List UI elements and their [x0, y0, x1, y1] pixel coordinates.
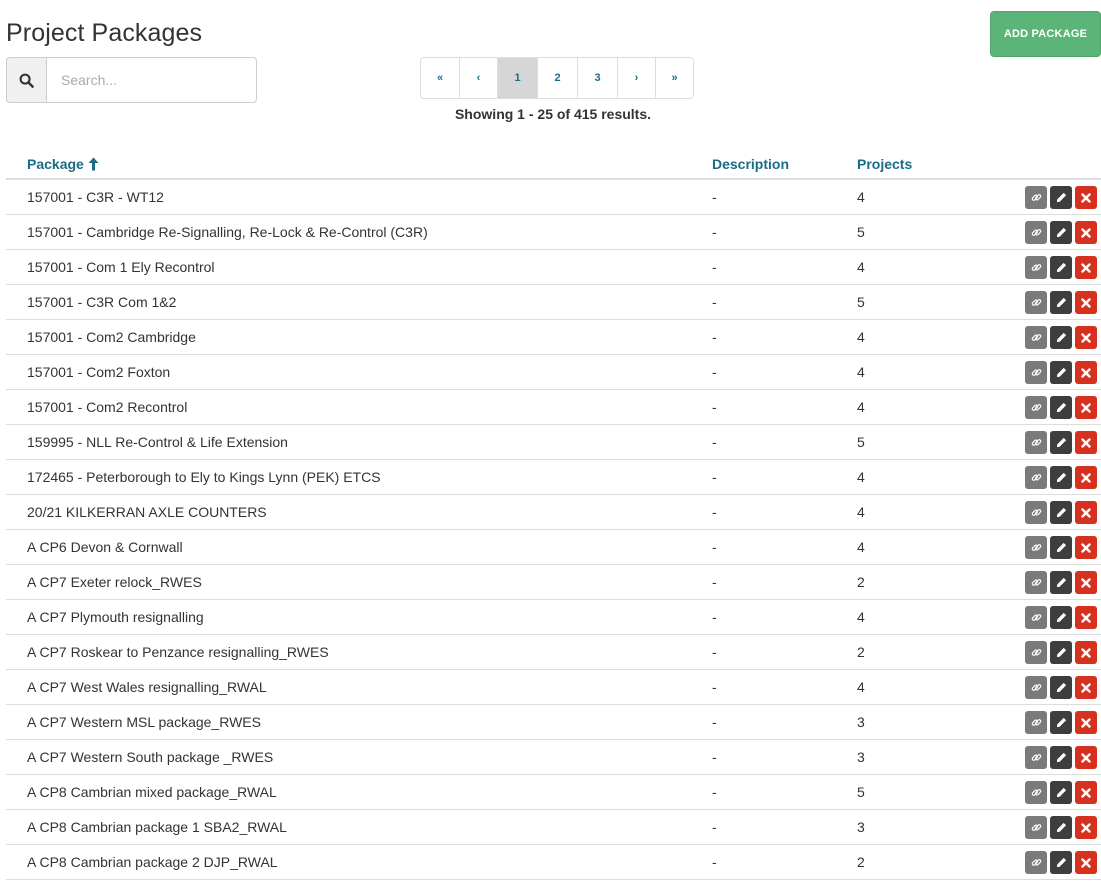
row-actions — [1025, 606, 1097, 629]
projects-count-cell: 5 — [857, 224, 865, 240]
link-button[interactable] — [1025, 746, 1047, 769]
description-cell: - — [712, 609, 717, 625]
description-cell: - — [712, 294, 717, 310]
close-icon — [1081, 228, 1091, 238]
projects-count-cell: 4 — [857, 189, 865, 205]
description-cell: - — [712, 854, 717, 870]
projects-count-cell: 3 — [857, 714, 865, 730]
edit-button[interactable] — [1050, 746, 1072, 769]
table-row — [6, 215, 1101, 250]
link-icon — [1031, 192, 1042, 203]
pencil-icon — [1056, 612, 1067, 623]
edit-button[interactable] — [1050, 291, 1072, 314]
link-button[interactable] — [1025, 361, 1047, 384]
package-name-cell: 20/21 KILKERRAN AXLE COUNTERS — [27, 504, 267, 520]
row-actions — [1025, 711, 1097, 734]
pencil-icon — [1056, 402, 1067, 413]
edit-button[interactable] — [1050, 361, 1072, 384]
description-cell: - — [712, 364, 717, 380]
package-name-cell: A CP7 Plymouth resignalling — [27, 609, 204, 625]
delete-button[interactable] — [1075, 571, 1097, 594]
row-actions — [1025, 571, 1097, 594]
row-actions — [1025, 676, 1097, 699]
table-row — [6, 565, 1101, 600]
package-name-cell: A CP7 Exeter relock_RWES — [27, 574, 202, 590]
results-summary: Showing 1 - 25 of 415 results. — [454, 106, 652, 122]
edit-button[interactable] — [1050, 711, 1072, 734]
table-row — [6, 635, 1101, 670]
link-icon — [1031, 367, 1042, 378]
column-header-projects[interactable]: Projects — [857, 156, 913, 172]
description-cell: - — [712, 574, 717, 590]
pencil-icon — [1056, 297, 1067, 308]
projects-count-cell: 5 — [857, 784, 865, 800]
description-cell: - — [712, 469, 717, 485]
edit-button[interactable] — [1050, 256, 1072, 279]
link-button[interactable] — [1025, 641, 1047, 664]
delete-button[interactable] — [1075, 536, 1097, 559]
close-icon — [1081, 718, 1091, 728]
pencil-icon — [1056, 507, 1067, 518]
edit-button[interactable] — [1050, 641, 1072, 664]
projects-count-cell: 2 — [857, 644, 865, 660]
package-name-cell: 157001 - Com2 Recontrol — [27, 399, 188, 415]
prev-page-button[interactable]: ‹ — [459, 58, 497, 98]
pencil-icon — [1056, 787, 1067, 798]
link-button[interactable] — [1025, 571, 1047, 594]
link-button[interactable] — [1025, 256, 1047, 279]
search-input[interactable] — [46, 57, 257, 103]
link-icon — [1031, 227, 1042, 238]
link-button[interactable] — [1025, 431, 1047, 454]
close-icon — [1081, 508, 1091, 518]
package-name-cell: A CP6 Devon & Cornwall — [27, 539, 183, 555]
delete-button[interactable] — [1075, 851, 1097, 874]
close-icon — [1081, 578, 1091, 588]
link-button[interactable] — [1025, 606, 1047, 629]
edit-button[interactable] — [1050, 851, 1072, 874]
row-actions — [1025, 256, 1097, 279]
pencil-icon — [1056, 332, 1067, 343]
link-button[interactable] — [1025, 816, 1047, 839]
link-icon — [1031, 332, 1042, 343]
projects-count-cell: 4 — [857, 329, 865, 345]
pencil-icon — [1056, 822, 1067, 833]
search-icon — [19, 73, 34, 88]
package-name-cell: 159995 - NLL Re-Control & Life Extension — [27, 434, 288, 450]
table-row — [6, 355, 1101, 390]
delete-button[interactable] — [1075, 186, 1097, 209]
projects-count-cell: 4 — [857, 504, 865, 520]
row-actions — [1025, 431, 1097, 454]
description-cell: - — [712, 539, 717, 555]
row-actions — [1025, 536, 1097, 559]
row-actions — [1025, 361, 1097, 384]
delete-button[interactable] — [1075, 781, 1097, 804]
close-icon — [1081, 403, 1091, 413]
edit-button[interactable] — [1050, 816, 1072, 839]
close-icon — [1081, 858, 1091, 868]
close-icon — [1081, 333, 1091, 343]
row-actions — [1025, 641, 1097, 664]
package-name-cell: A CP7 West Wales resignalling_RWAL — [27, 679, 267, 695]
row-actions — [1025, 326, 1097, 349]
link-button[interactable] — [1025, 781, 1047, 804]
last-page-button[interactable]: » — [655, 58, 693, 98]
package-name-cell: 157001 - Cambridge Re-Signalling, Re-Lock & Re-Control (C3R) — [27, 224, 428, 240]
close-icon — [1081, 648, 1091, 658]
arrow-up-icon — [88, 157, 99, 171]
delete-button[interactable] — [1075, 641, 1097, 664]
edit-button[interactable] — [1050, 396, 1072, 419]
link-button[interactable] — [1025, 396, 1047, 419]
table-row — [6, 285, 1101, 320]
projects-count-cell: 2 — [857, 574, 865, 590]
link-icon — [1031, 752, 1042, 763]
link-button[interactable] — [1025, 536, 1047, 559]
close-icon — [1081, 438, 1091, 448]
column-header-description[interactable]: Description — [712, 156, 790, 172]
edit-button[interactable] — [1050, 571, 1072, 594]
delete-button[interactable] — [1075, 431, 1097, 454]
column-header-package[interactable] — [27, 156, 99, 172]
link-icon — [1031, 472, 1042, 483]
projects-count-cell: 4 — [857, 679, 865, 695]
edit-button[interactable] — [1050, 536, 1072, 559]
link-button[interactable] — [1025, 326, 1047, 349]
page-1-button[interactable]: 1 — [497, 58, 537, 98]
projects-count-cell: 4 — [857, 469, 865, 485]
link-icon — [1031, 402, 1042, 413]
package-name-cell: A CP7 Roskear to Penzance resignalling_RWES — [27, 644, 329, 660]
row-actions — [1025, 221, 1097, 244]
link-button[interactable] — [1025, 291, 1047, 314]
close-icon — [1081, 263, 1091, 273]
description-cell: - — [712, 224, 717, 240]
description-cell: - — [712, 259, 717, 275]
link-button[interactable] — [1025, 851, 1047, 874]
description-cell: - — [712, 504, 717, 520]
link-button[interactable] — [1025, 466, 1047, 489]
page-3-button[interactable]: 3 — [577, 58, 617, 98]
delete-button[interactable] — [1075, 291, 1097, 314]
link-icon — [1031, 542, 1042, 553]
link-icon — [1031, 787, 1042, 798]
table-row — [6, 740, 1101, 775]
projects-count-cell: 4 — [857, 259, 865, 275]
pencil-icon — [1056, 717, 1067, 728]
description-cell: - — [712, 679, 717, 695]
packages-table — [6, 148, 1101, 880]
close-icon — [1081, 368, 1091, 378]
pencil-icon — [1056, 752, 1067, 763]
package-name-cell: A CP8 Cambrian package 2 DJP_RWAL — [27, 854, 278, 870]
edit-button[interactable] — [1050, 186, 1072, 209]
link-button[interactable] — [1025, 676, 1047, 699]
package-name-cell: A CP7 Western South package _RWES — [27, 749, 274, 765]
row-actions — [1025, 186, 1097, 209]
table-row — [6, 845, 1101, 880]
link-button[interactable] — [1025, 711, 1047, 734]
description-cell: - — [712, 434, 717, 450]
row-actions — [1025, 851, 1097, 874]
pencil-icon — [1056, 192, 1067, 203]
projects-count-cell: 4 — [857, 364, 865, 380]
search-addon[interactable] — [6, 57, 46, 103]
row-actions — [1025, 781, 1097, 804]
delete-button[interactable] — [1075, 396, 1097, 419]
table-row — [6, 250, 1101, 285]
link-button[interactable] — [1025, 501, 1047, 524]
delete-button[interactable] — [1075, 711, 1097, 734]
delete-button[interactable] — [1075, 221, 1097, 244]
row-actions — [1025, 396, 1097, 419]
search-group — [6, 57, 257, 103]
delete-button[interactable] — [1075, 816, 1097, 839]
delete-button[interactable] — [1075, 466, 1097, 489]
close-icon — [1081, 788, 1091, 798]
table-row — [6, 775, 1101, 810]
projects-count-cell: 5 — [857, 294, 865, 310]
description-cell: - — [712, 644, 717, 660]
link-icon — [1031, 297, 1042, 308]
description-cell: - — [712, 819, 717, 835]
description-cell: - — [712, 749, 717, 765]
close-icon — [1081, 473, 1091, 483]
close-icon — [1081, 823, 1091, 833]
description-cell: - — [712, 329, 717, 345]
package-name-cell: A CP8 Cambrian package 1 SBA2_RWAL — [27, 819, 287, 835]
description-cell: - — [712, 714, 717, 730]
row-actions — [1025, 816, 1097, 839]
edit-button[interactable] — [1050, 326, 1072, 349]
close-icon — [1081, 683, 1091, 693]
table-row — [6, 705, 1101, 740]
pencil-icon — [1056, 682, 1067, 693]
pagination — [420, 57, 694, 99]
table-row — [6, 180, 1101, 215]
edit-button[interactable] — [1050, 221, 1072, 244]
link-button[interactable] — [1025, 186, 1047, 209]
pencil-icon — [1056, 437, 1067, 448]
table-row — [6, 460, 1101, 495]
link-icon — [1031, 577, 1042, 588]
pencil-icon — [1056, 472, 1067, 483]
table-row — [6, 495, 1101, 530]
package-name-cell: A CP8 Cambrian mixed package_RWAL — [27, 784, 277, 800]
delete-button[interactable] — [1075, 501, 1097, 524]
edit-button[interactable] — [1050, 466, 1072, 489]
description-cell: - — [712, 189, 717, 205]
pencil-icon — [1056, 577, 1067, 588]
column-header-package-label: Package — [27, 156, 84, 172]
package-name-cell: 157001 - Com2 Foxton — [27, 364, 171, 380]
package-name-cell: 157001 - C3R - WT12 — [27, 189, 164, 205]
delete-button[interactable] — [1075, 676, 1097, 699]
page-title: Project Packages — [6, 19, 203, 47]
next-page-button[interactable]: › — [617, 58, 655, 98]
projects-count-cell: 3 — [857, 749, 865, 765]
link-icon — [1031, 612, 1042, 623]
package-name-cell: 157001 - Com 1 Ely Recontrol — [27, 259, 215, 275]
description-cell: - — [712, 784, 717, 800]
package-name-cell: 157001 - C3R Com 1&2 — [27, 294, 177, 310]
pencil-icon — [1056, 227, 1067, 238]
row-actions — [1025, 291, 1097, 314]
projects-count-cell: 2 — [857, 854, 865, 870]
edit-button[interactable] — [1050, 676, 1072, 699]
link-icon — [1031, 682, 1042, 693]
projects-count-cell: 4 — [857, 539, 865, 555]
row-actions — [1025, 746, 1097, 769]
row-actions — [1025, 501, 1097, 524]
table-row — [6, 425, 1101, 460]
link-icon — [1031, 857, 1042, 868]
edit-button[interactable] — [1050, 781, 1072, 804]
projects-count-cell: 4 — [857, 609, 865, 625]
close-icon — [1081, 613, 1091, 623]
projects-count-cell: 3 — [857, 819, 865, 835]
description-cell: - — [712, 399, 717, 415]
add-package-button[interactable]: ADD PACKAGE — [990, 11, 1101, 57]
link-icon — [1031, 822, 1042, 833]
pencil-icon — [1056, 367, 1067, 378]
edit-button[interactable] — [1050, 431, 1072, 454]
table-row — [6, 320, 1101, 355]
delete-button[interactable] — [1075, 746, 1097, 769]
table-row — [6, 810, 1101, 845]
table-row — [6, 600, 1101, 635]
table-row — [6, 670, 1101, 705]
link-icon — [1031, 507, 1042, 518]
row-actions — [1025, 466, 1097, 489]
page-2-button[interactable]: 2 — [537, 58, 577, 98]
close-icon — [1081, 753, 1091, 763]
pencil-icon — [1056, 262, 1067, 273]
pencil-icon — [1056, 542, 1067, 553]
package-name-cell: 157001 - Com2 Cambridge — [27, 329, 196, 345]
close-icon — [1081, 543, 1091, 553]
edit-button[interactable] — [1050, 606, 1072, 629]
package-name-cell: 172465 - Peterborough to Ely to Kings Lynn (PEK) ETCS — [27, 469, 381, 485]
close-icon — [1081, 193, 1091, 203]
link-icon — [1031, 647, 1042, 658]
package-name-cell: A CP7 Western MSL package_RWES — [27, 714, 261, 730]
pencil-icon — [1056, 857, 1067, 868]
link-icon — [1031, 262, 1042, 273]
edit-button[interactable] — [1050, 501, 1072, 524]
delete-button[interactable] — [1075, 361, 1097, 384]
delete-button[interactable] — [1075, 256, 1097, 279]
table-body — [6, 180, 1101, 880]
projects-count-cell: 4 — [857, 399, 865, 415]
pencil-icon — [1056, 647, 1067, 658]
link-button[interactable] — [1025, 221, 1047, 244]
table-row — [6, 390, 1101, 425]
first-page-button[interactable]: « — [421, 58, 459, 98]
projects-count-cell: 5 — [857, 434, 865, 450]
delete-button[interactable] — [1075, 326, 1097, 349]
link-icon — [1031, 437, 1042, 448]
table-row — [6, 530, 1101, 565]
delete-button[interactable] — [1075, 606, 1097, 629]
close-icon — [1081, 298, 1091, 308]
link-icon — [1031, 717, 1042, 728]
table-header — [6, 148, 1101, 180]
